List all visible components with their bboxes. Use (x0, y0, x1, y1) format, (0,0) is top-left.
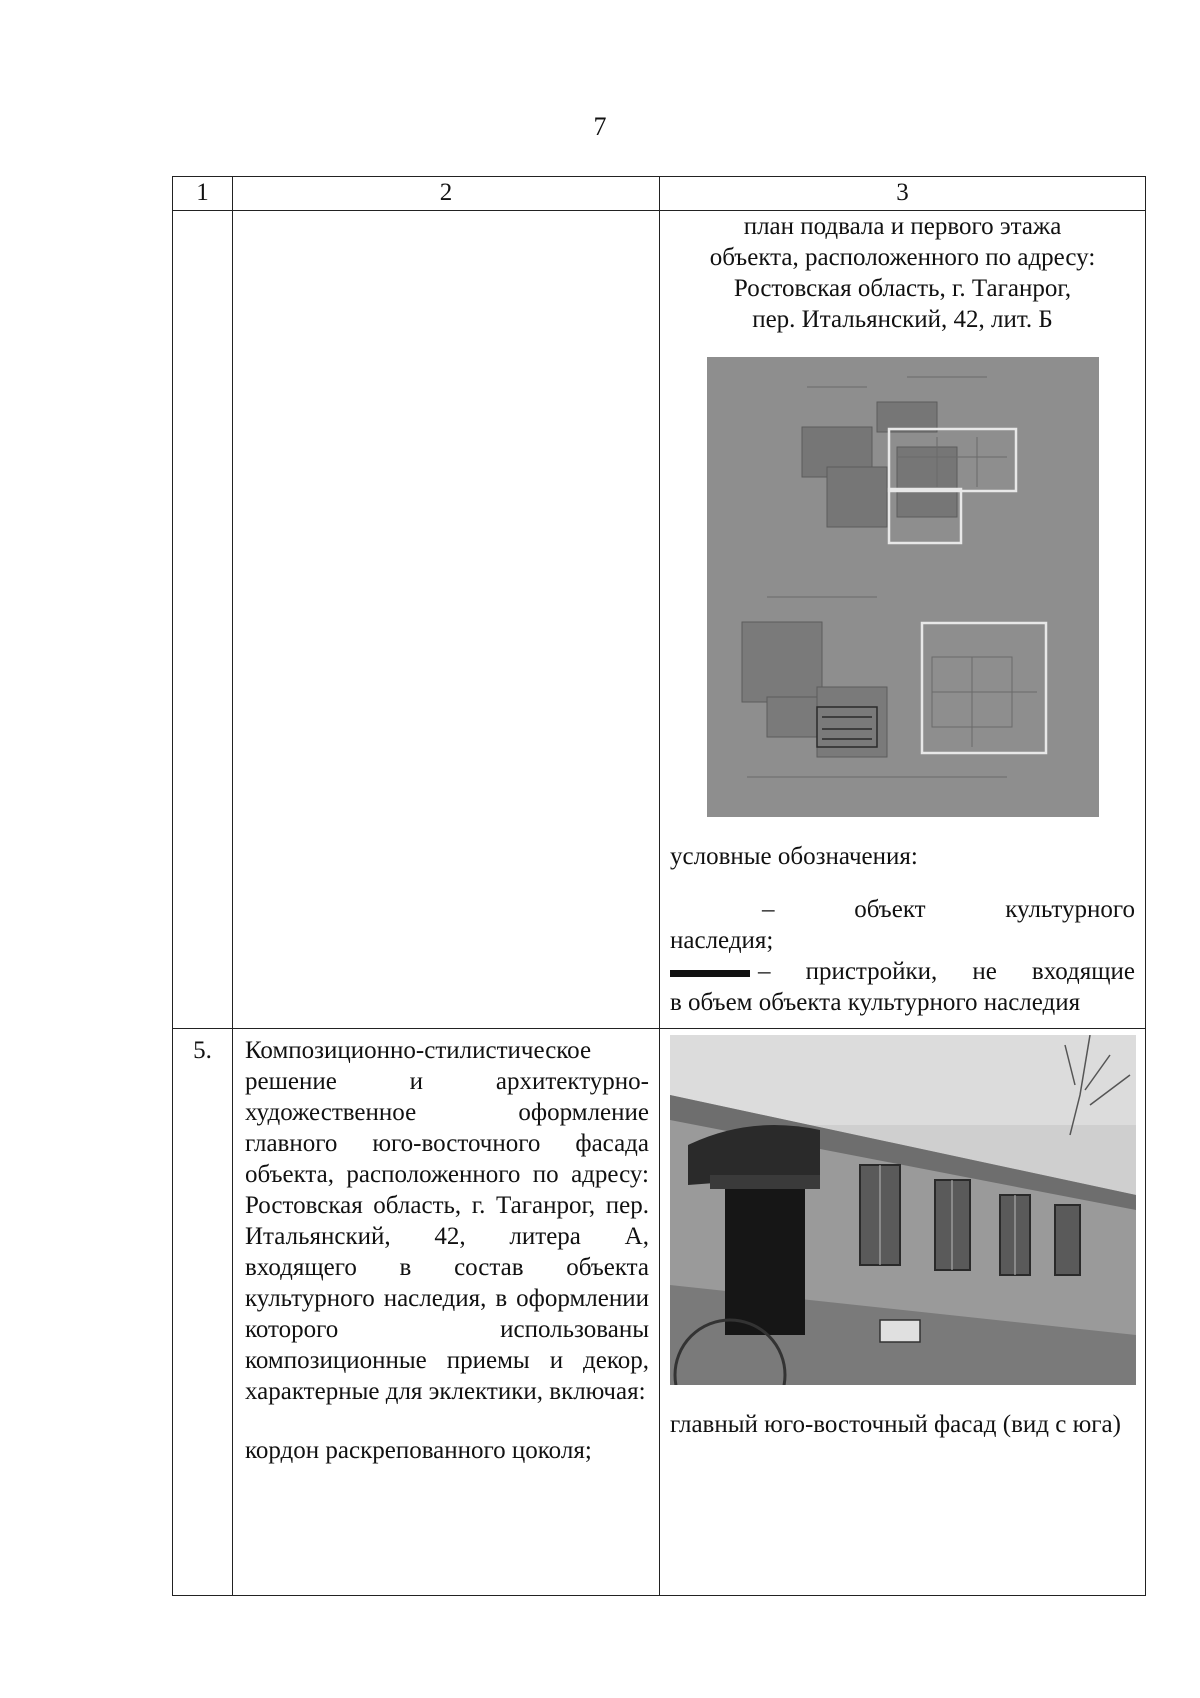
legend-item-text: – пристройки, не входящие (758, 958, 1135, 985)
element-description: Композиционно-стилистическое решение и архитектурно-художественное оформление главного юго-восточного фасада объекта, расположенного по адресу: Ростовская область, г. Таганрог, пер. Итальянский, 42, литера А, входящего в состав объекта культурного наследия, в оформлении которого использованы композиционные приемы и декор, характерные для эклектики, включая: (245, 1037, 649, 1405)
page-number: 7 (593, 112, 607, 141)
header-col-2: 2 (233, 177, 660, 211)
facade-photo (670, 1035, 1136, 1385)
description-cell (233, 1029, 660, 1596)
legend-item-annexes (670, 956, 1135, 1018)
header-col-1: 1 (173, 177, 233, 211)
illustration-cell (660, 211, 1146, 1029)
legend-item-heritage (670, 894, 1135, 956)
floor-plan-image (707, 357, 1099, 817)
plan-caption-line: пер. Итальянский, 42, лит. Б (752, 306, 1053, 333)
legend-title: условные обозначения: (670, 843, 918, 870)
table-header-row (173, 177, 1146, 211)
table-row (173, 1029, 1146, 1596)
plan-caption-line: план подвала и первого этажа (743, 213, 1062, 240)
element-item: кордон раскрепованного цоколя; (245, 1437, 592, 1464)
legend-item-text: наследия; (670, 927, 774, 954)
plan-caption-line: объекта, расположенного по адресу: (709, 244, 1096, 271)
plan-caption-line: Ростовская область, г. Таганрог, (733, 275, 1072, 302)
legend-item-text: – объект культурного (762, 896, 1135, 923)
row-number: 5. (173, 1029, 233, 1596)
table-row (173, 211, 1146, 1029)
description-cell (233, 211, 660, 1029)
row-number-cell (173, 211, 233, 1029)
photo-caption: главный юго-восточный фасад (вид с юга) (670, 1411, 1121, 1438)
illustration-cell (660, 1029, 1146, 1596)
legend-item-line (670, 956, 1135, 987)
heritage-table (172, 176, 1146, 1596)
facade-photo-drawing (670, 1035, 1136, 1385)
header-col-3: 3 (660, 177, 1146, 211)
legend-item-text: в объем объекта культурного наследия (670, 989, 1081, 1016)
floor-plan-drawing (707, 357, 1099, 817)
black-line-symbol (670, 970, 750, 977)
plan-caption (670, 211, 1135, 335)
